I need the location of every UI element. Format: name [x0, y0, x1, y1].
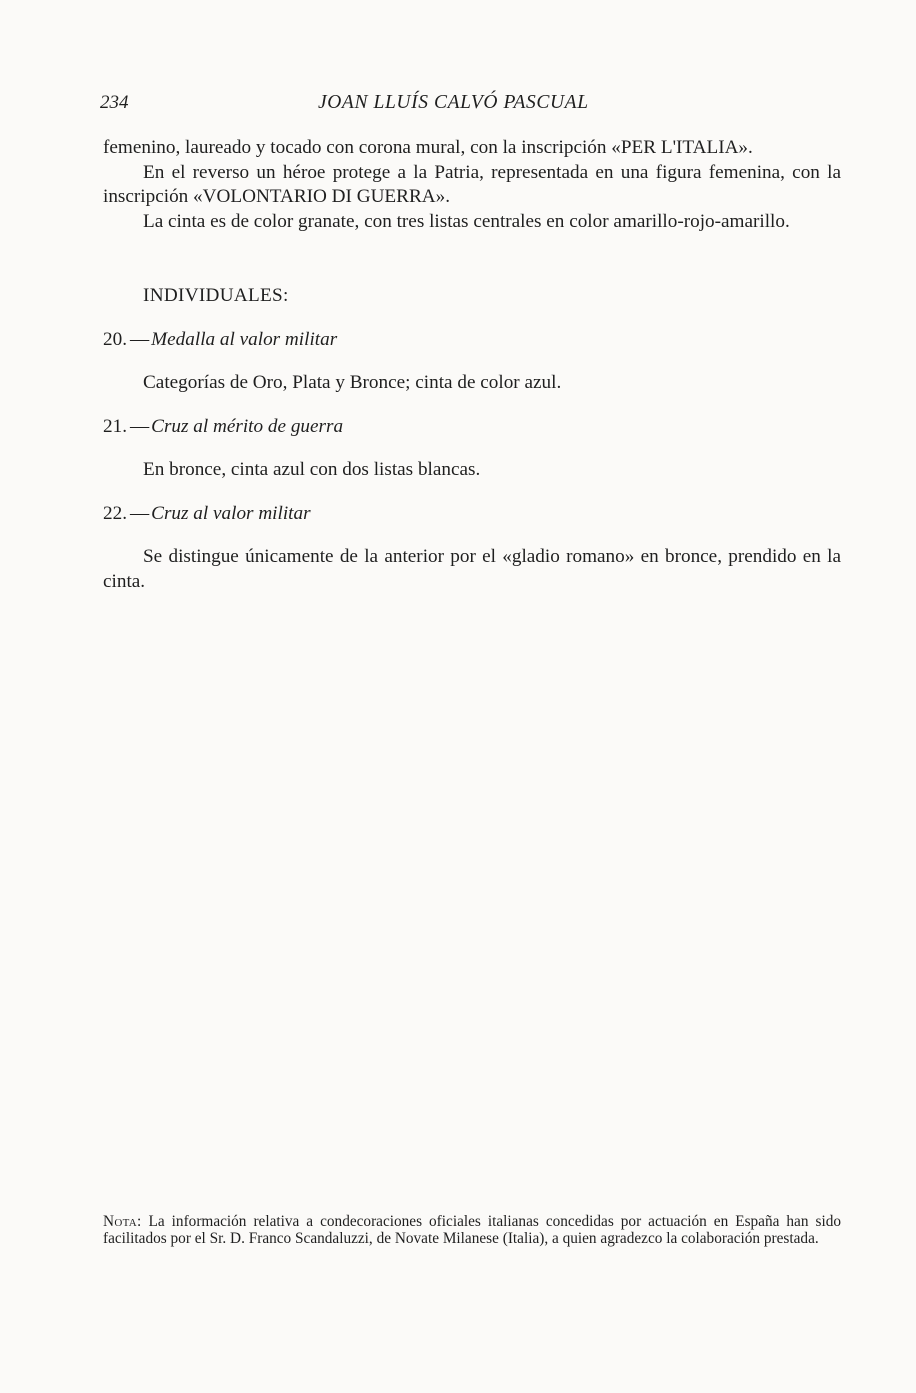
- page-number: 234: [100, 92, 129, 113]
- footnote: [103, 1213, 841, 1247]
- main-text: [103, 136, 841, 594]
- entry-item: [103, 328, 841, 396]
- entry-title: Cruz al mérito de guerra: [151, 415, 344, 437]
- section-heading: INDIVIDUALES:: [143, 285, 289, 306]
- paragraph-cinta: La cinta es de color granate, con tres listas centrales en color amarillo-rojo-amarillo.: [143, 210, 790, 232]
- entry-number: 22.: [103, 502, 127, 524]
- footnote-text: La información relativa a condecoraciones oficiales italianas concedidas por actuación en España han sido facilitados por el Sr. D. Franco Scandaluzzi, de Novate Milanese (Italia), a quien agradezco la colaboración prestada.: [103, 1213, 841, 1247]
- entry-heading: [103, 415, 841, 440]
- entry-description: Categorías de Oro, Plata y Bronce; cinta de color azul.: [143, 372, 562, 393]
- entry-item: [103, 502, 841, 595]
- entry-description: En bronce, cinta azul con dos listas blancas.: [143, 459, 481, 480]
- entry-dash: —: [129, 328, 150, 350]
- entry-number: 20.: [103, 328, 127, 350]
- entry-dash: —: [129, 502, 150, 524]
- paragraph-continuation: femenino, laureado y tocado con corona mural, con la inscripción «PER L'ITALIA».: [103, 137, 753, 158]
- entry-title: Medalla al valor militar: [151, 328, 338, 350]
- paragraph-reverso: En el reverso un héroe protege a la Patria, representada en una figura femenina, con la inscripción «VOLONTARIO DI GUERRA».: [103, 161, 841, 207]
- entry-description: Se distingue únicamente de la anterior por el «gladio romano» en bronce, prendido en la cinta.: [103, 546, 841, 592]
- running-head: JOAN LLUÍS CALVÓ PASCUAL: [318, 92, 589, 113]
- entry-dash: —: [129, 415, 150, 437]
- entry-number: 21.: [103, 415, 127, 437]
- footnote-label: Nota:: [103, 1213, 142, 1230]
- entry-title: Cruz al valor militar: [151, 502, 311, 524]
- entry-heading: [103, 502, 841, 527]
- entry-item: [103, 415, 841, 483]
- entry-heading: [103, 328, 841, 353]
